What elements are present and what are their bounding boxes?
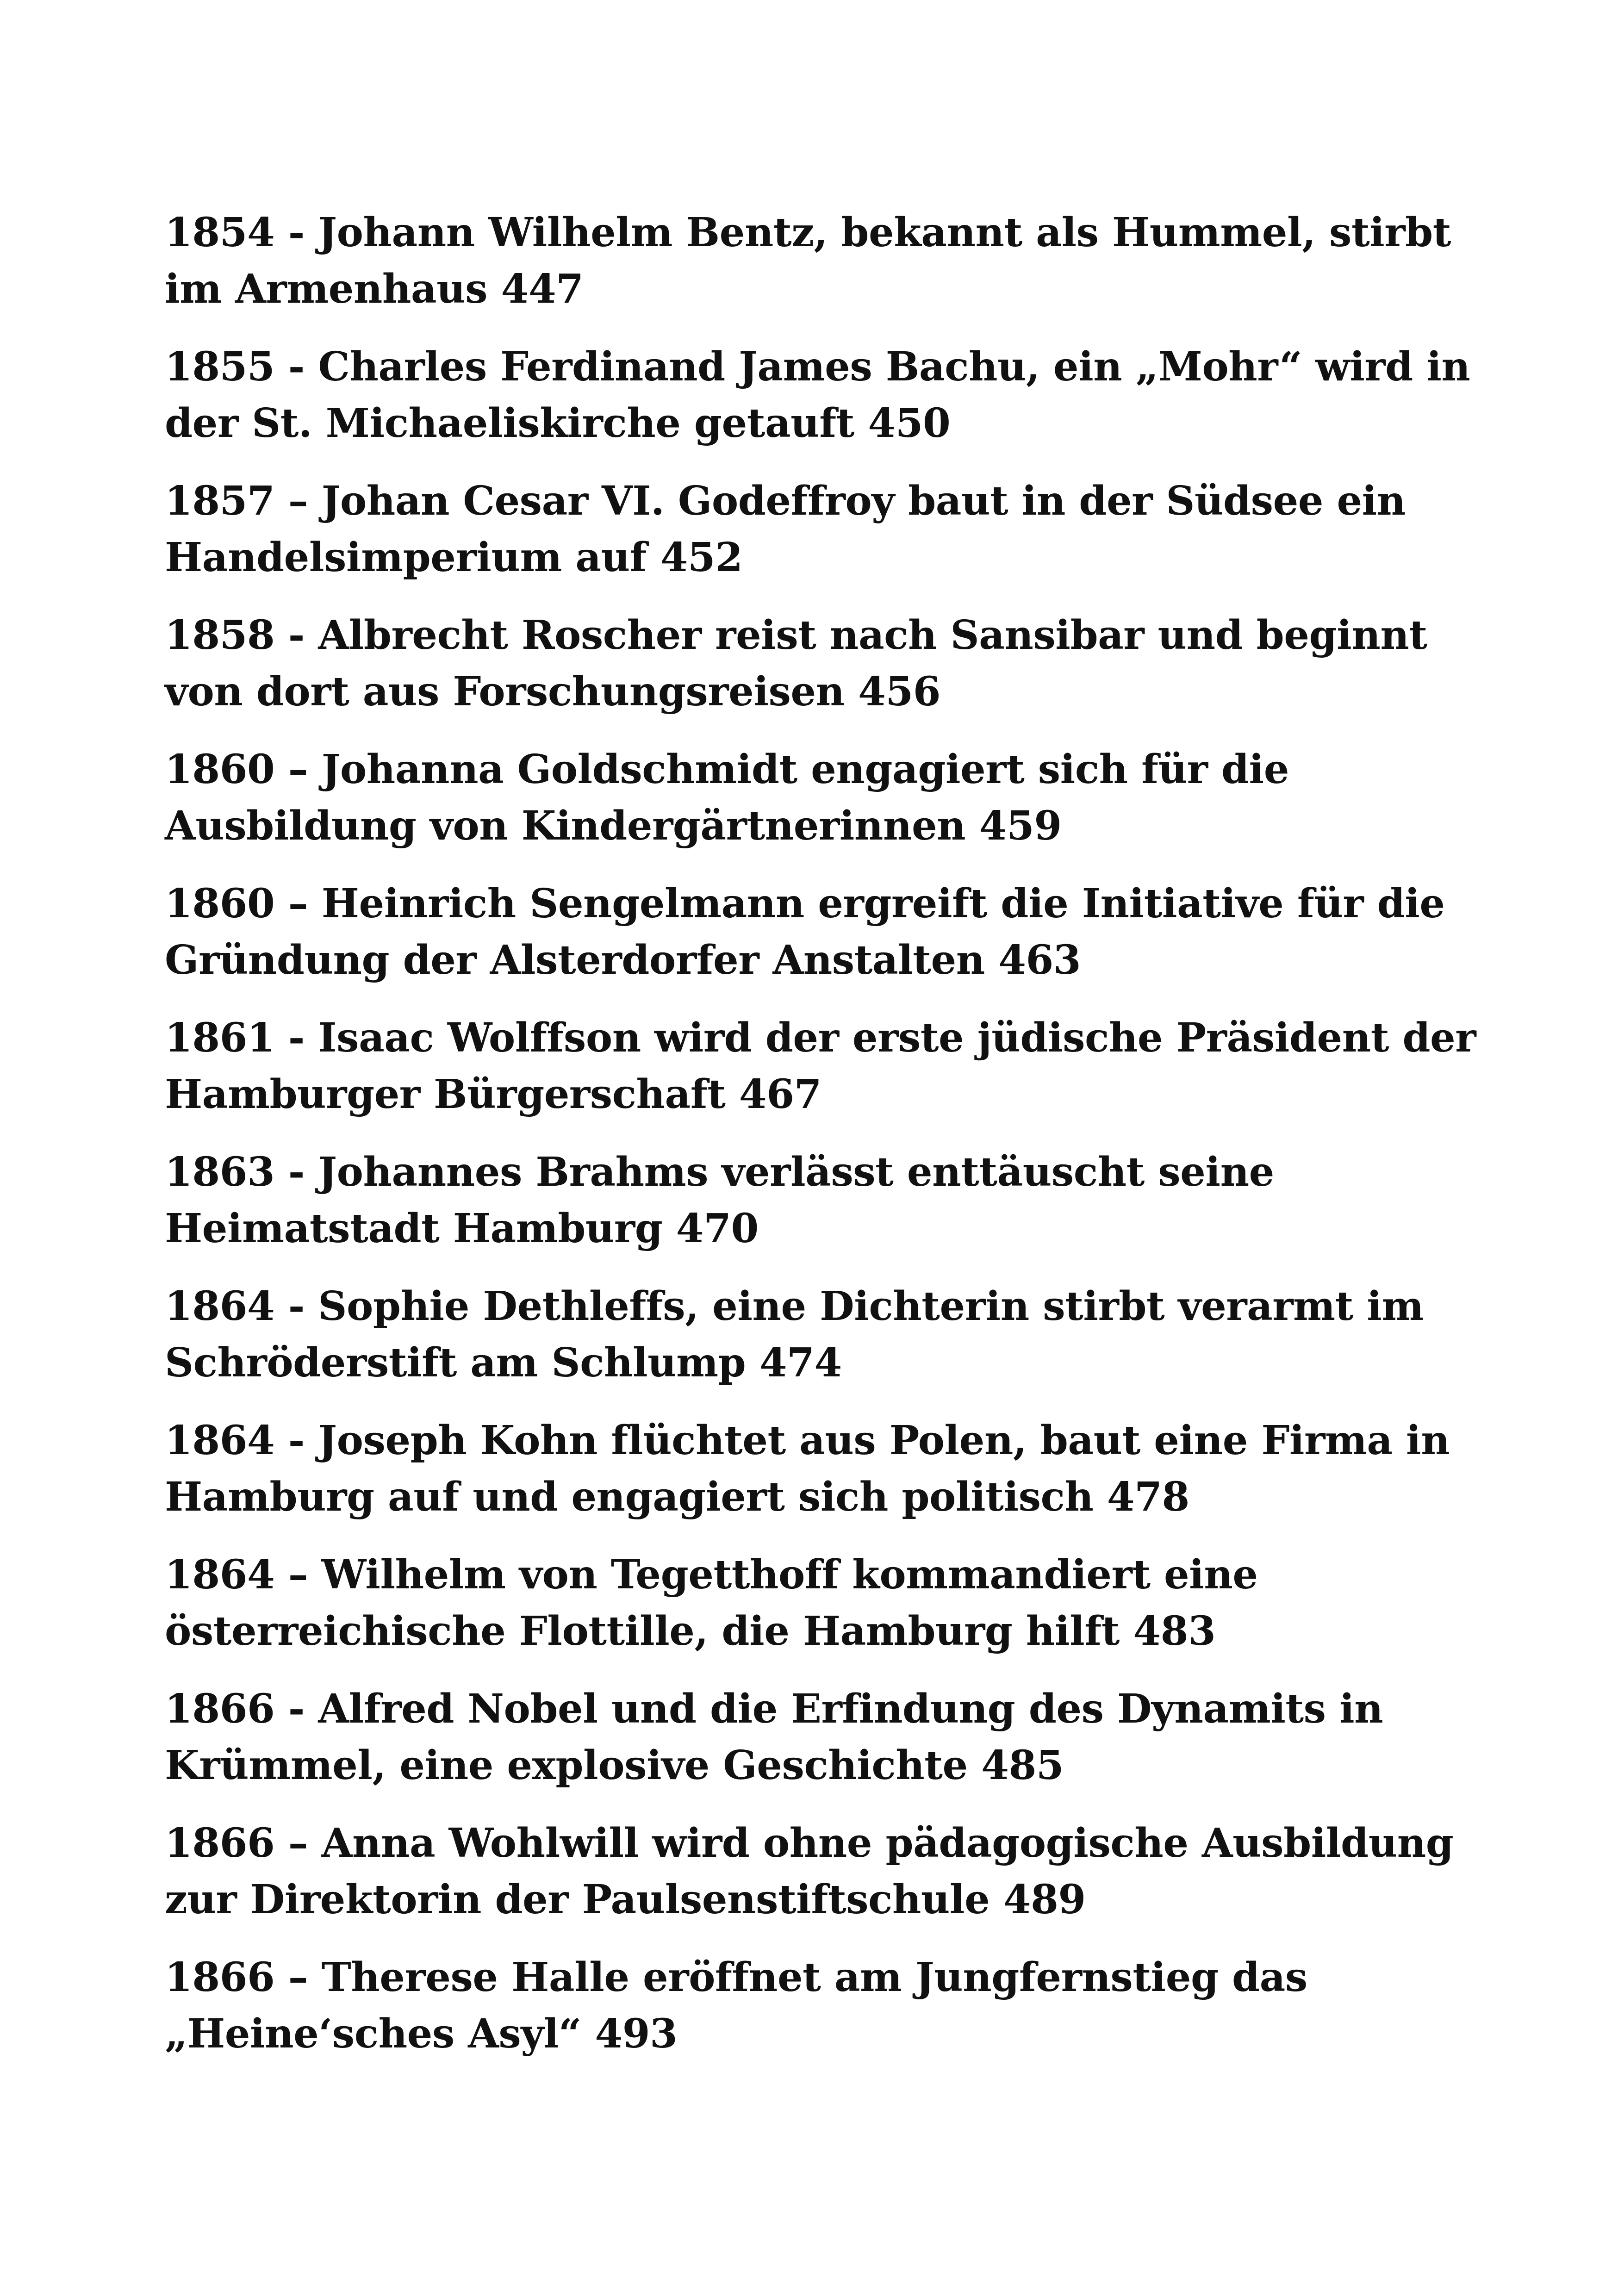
toc-entry-line: Hamburg auf und engagiert sich politisch 478 <box>165 1474 1189 1520</box>
toc-entry-line: 1861 - Isaac Wolffson wird der erste jüdische Präsident der <box>165 1014 1476 1061</box>
toc-entry <box>165 205 1479 317</box>
toc-entry-line: 1866 – Anna Wohlwill wird ohne pädagogische Ausbildung <box>165 1820 1454 1867</box>
toc-entry <box>165 741 1479 854</box>
toc-entry-line: 1863 - Johannes Brahms verlässt enttäuscht seine <box>165 1149 1274 1195</box>
toc-entry <box>165 1278 1479 1391</box>
toc-entry <box>165 1681 1479 1794</box>
toc-entry-line: 1866 – Therese Halle eröffnet am Jungfernstieg das <box>165 1954 1307 2001</box>
toc-entry-line: 1864 - Sophie Dethleffs, eine Dichterin stirbt verarmt im <box>165 1283 1424 1330</box>
table-of-contents <box>165 205 1479 2084</box>
toc-entry-line: zur Direktorin der Paulsenstiftschule 489 <box>165 1876 1086 1923</box>
toc-entry-line: der St. Michaeliskirche getauft 450 <box>165 400 951 447</box>
toc-entry <box>165 473 1479 586</box>
toc-entry <box>165 1949 1479 2062</box>
toc-entry <box>165 1547 1479 1660</box>
toc-entry-line: Handelsimperium auf 452 <box>165 534 743 581</box>
toc-entry-line: von dort aus Forschungsreisen 456 <box>165 668 941 715</box>
toc-entry <box>165 607 1479 720</box>
toc-entry <box>165 1412 1479 1525</box>
toc-entry-line: 1855 - Charles Ferdinand James Bachu, ein „Mohr“ wird in <box>165 343 1470 390</box>
toc-entry-line: 1864 – Wilhelm von Tegetthoff kommandiert eine <box>165 1551 1258 1598</box>
toc-entry-line: 1866 - Alfred Nobel und die Erfindung des Dynamits in <box>165 1686 1383 1732</box>
toc-entry <box>165 1815 1479 1928</box>
toc-entry-line: 1857 – Johan Cesar VI. Godeffroy baut in der Südsee ein <box>165 478 1406 524</box>
toc-entry-line: Schröderstift am Schlump 474 <box>165 1339 842 1386</box>
toc-entry-line: 1864 - Joseph Kohn flüchtet aus Polen, baut eine Firma in <box>165 1417 1450 1464</box>
toc-entry-line: 1858 - Albrecht Roscher reist nach Sansibar und beginnt <box>165 612 1427 659</box>
toc-entry-line: 1854 - Johann Wilhelm Bentz, bekannt als Hummel, stirbt <box>165 209 1451 256</box>
toc-entry-line: Ausbildung von Kindergärtnerinnen 459 <box>165 803 1062 849</box>
toc-entry-line: Heimatstadt Hamburg 470 <box>165 1205 759 1252</box>
toc-entry <box>165 339 1479 452</box>
toc-entry <box>165 1010 1479 1123</box>
toc-entry <box>165 876 1479 989</box>
toc-entry-line: 1860 – Johanna Goldschmidt engagiert sich für die <box>165 746 1289 793</box>
toc-entry-line: „Heine‘sches Asyl“ 493 <box>165 2010 678 2057</box>
toc-entry-line: Krümmel, eine explosive Geschichte 485 <box>165 1742 1064 1789</box>
toc-entry-line: Hamburger Bürgerschaft 467 <box>165 1071 821 1118</box>
toc-entry-line: 1860 – Heinrich Sengelmann ergreift die Initiative für die <box>165 880 1445 927</box>
toc-entry <box>165 1144 1479 1257</box>
toc-entry-line: österreichische Flottille, die Hamburg hilft 483 <box>165 1608 1216 1655</box>
toc-entry-line: im Armenhaus 447 <box>165 266 584 312</box>
toc-entry-line: Gründung der Alsterdorfer Anstalten 463 <box>165 937 1081 983</box>
